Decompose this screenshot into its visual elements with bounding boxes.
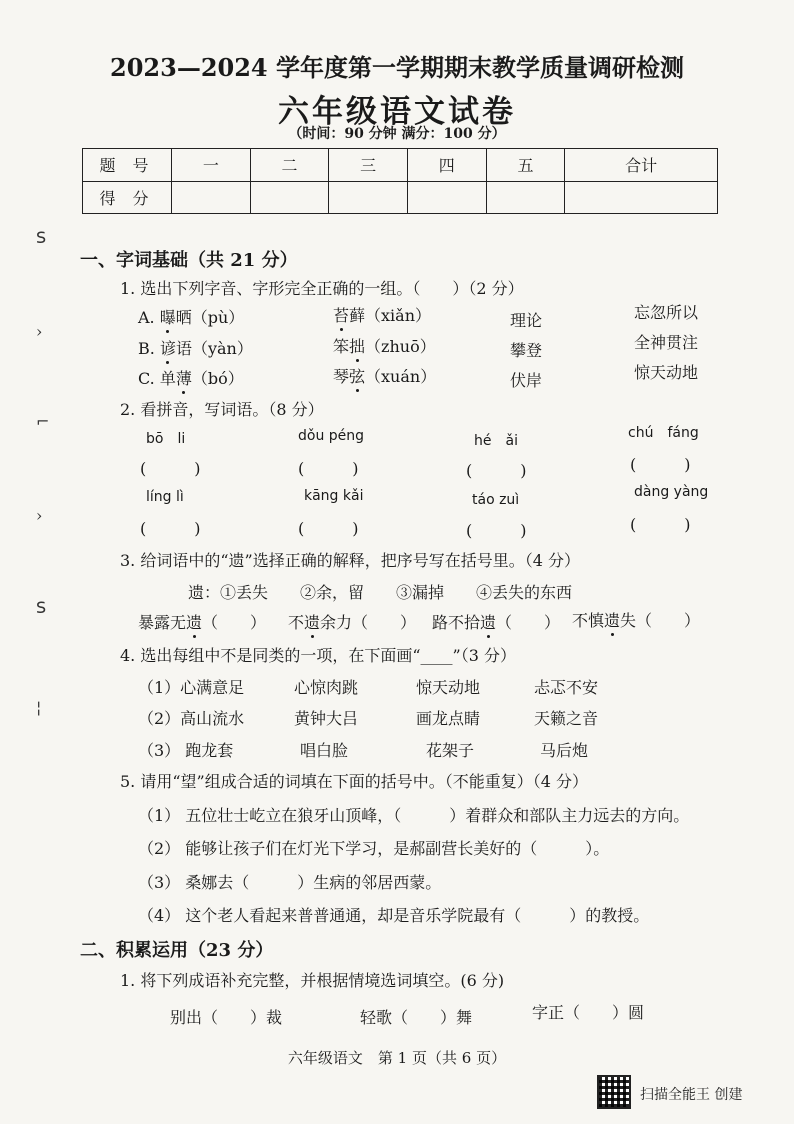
- q3-item[interactable]: 路不拾遗（ ）: [432, 613, 561, 632]
- scanner-watermark: 扫描全能王 创建: [640, 1087, 743, 1103]
- pinyin-label: bō li: [146, 431, 186, 447]
- answer-blank[interactable]: ( ): [466, 461, 527, 480]
- q4-word[interactable]: （2）高山流水: [138, 709, 245, 728]
- option-b-word2: 笨拙（zhuō）: [333, 337, 436, 356]
- q4-word[interactable]: 唱白脸: [300, 741, 349, 760]
- binding-mark: ›: [36, 506, 43, 525]
- option-b-word3: 攀登: [510, 341, 543, 360]
- binding-mark: ꓢ: [36, 228, 47, 247]
- score-input-cell[interactable]: [407, 181, 486, 214]
- score-input-cell[interactable]: [250, 181, 329, 214]
- score-cell: 一: [172, 149, 251, 182]
- score-cell: 二: [250, 149, 329, 182]
- binding-mark: ›: [36, 322, 43, 341]
- q5-item[interactable]: （1） 五位壮士屹立在狼牙山顶峰，（ ）着群众和部队主力远去的方向。: [138, 806, 690, 825]
- option-a-word2: 苔藓（xiǎn）: [333, 306, 432, 325]
- answer-blank[interactable]: ( ): [140, 519, 201, 538]
- binding-mark: ꓢ: [36, 598, 47, 617]
- q3-item[interactable]: 暴露无遗（ ）: [138, 613, 267, 632]
- score-input-cell[interactable]: [172, 181, 251, 214]
- score-input-cell[interactable]: [329, 181, 408, 214]
- score-cell: 题 号: [83, 149, 172, 182]
- option-c-word4: 惊天动地: [634, 363, 699, 382]
- score-cell: 五: [486, 149, 565, 182]
- q3-stem: 3. 给词语中的“遗”选择正确的解释，把序号写在括号里。（4 分）: [120, 551, 580, 570]
- q4-word[interactable]: （3） 跑龙套: [138, 741, 234, 760]
- idiom-blank[interactable]: 别出（ ）裁: [170, 1008, 283, 1027]
- pinyin-label: táo zuì: [472, 492, 520, 508]
- q1-stem: 1. 选出下列字音、字形完全正确的一组。（ ）（2 分）: [120, 279, 524, 298]
- q4-stem: 4. 选出每组中不是同类的一项，在下面画“____”（3 分）: [120, 646, 516, 665]
- q5-item[interactable]: （2） 能够让孩子们在灯光下学习，是郝副营长美好的（ ）。: [138, 839, 610, 858]
- score-table-score-row: [83, 181, 718, 214]
- answer-blank[interactable]: ( ): [630, 455, 691, 474]
- binding-mark: ¦: [36, 698, 42, 717]
- q4-word[interactable]: 花架子: [426, 741, 475, 760]
- idiom-blank[interactable]: 字正（ ）圆: [532, 1003, 645, 1022]
- option-b-word4: 全神贯注: [634, 333, 699, 352]
- q4-word[interactable]: 心惊肉跳: [294, 678, 359, 697]
- q2-stem: 2. 看拼音，写词语。（8 分）: [120, 400, 324, 419]
- score-table: [82, 148, 718, 214]
- q4-word[interactable]: 天籁之音: [534, 709, 599, 728]
- option-c-word1[interactable]: C. 单薄（bó）: [138, 369, 244, 388]
- pinyin-label: dǒu péng: [298, 428, 365, 444]
- answer-blank[interactable]: ( ): [140, 459, 201, 478]
- exam-info: （时间：90 分钟 满分：100 分）: [288, 126, 506, 142]
- pinyin-label: líng lì: [146, 489, 184, 505]
- score-input-cell[interactable]: [486, 181, 565, 214]
- q4-word[interactable]: 画龙点睛: [416, 709, 481, 728]
- score-table-header-row: [83, 149, 718, 182]
- score-cell: 三: [329, 149, 408, 182]
- option-a-word1[interactable]: A. 曝晒（pù）: [138, 308, 245, 327]
- pinyin-label: dàng yàng: [634, 484, 709, 500]
- option-c-word2: 琴弦（xuán）: [333, 367, 437, 386]
- q4-word[interactable]: 忐忑不安: [534, 678, 599, 697]
- q5-item[interactable]: （3） 桑娜去（ ）生病的邻居西蒙。: [138, 873, 442, 892]
- score-cell: 四: [407, 149, 486, 182]
- pinyin-label: kāng kǎi: [304, 488, 364, 504]
- q4-word[interactable]: 惊天动地: [416, 678, 481, 697]
- q5-stem: 5. 请用“望”组成合适的词填在下面的括号中。（不能重复）（4 分）: [120, 772, 588, 791]
- q3-definitions: 遗：①丢失 ②余，留 ③漏掉 ④丢失的东西: [188, 583, 573, 602]
- pinyin-label: chú fáng: [628, 425, 699, 441]
- page-footer: 六年级语文 第 1 页（共 6 页）: [287, 1049, 507, 1067]
- score-cell: 合计: [565, 149, 718, 182]
- answer-blank[interactable]: ( ): [298, 519, 359, 538]
- score-input-cell[interactable]: [565, 181, 718, 214]
- q3-item[interactable]: 不慎遗失（ ）: [572, 611, 701, 630]
- option-c-word3: 伏岸: [510, 371, 543, 390]
- option-b-word1[interactable]: B. 谚语（yàn）: [138, 339, 253, 358]
- answer-blank[interactable]: ( ): [466, 521, 527, 540]
- option-a-word4: 忘忽所以: [634, 303, 699, 322]
- q5-item[interactable]: （4） 这个老人看起来普普通通，却是音乐学院最有（ ）的教授。: [138, 906, 650, 925]
- q3-item[interactable]: 不遗余力（ ）: [288, 613, 417, 632]
- section-2-title: 二、积累运用（23 分）: [80, 940, 274, 961]
- subject-title: 六年级语文试卷: [278, 94, 516, 130]
- q4-word[interactable]: 马后炮: [540, 741, 589, 760]
- pinyin-label: hé ǎi: [474, 433, 518, 449]
- answer-blank[interactable]: ( ): [630, 515, 691, 534]
- s2-q1-stem: 1. 将下列成语补充完整，并根据情境选词填空。(6 分): [120, 971, 505, 990]
- q4-word[interactable]: （1）心满意足: [138, 678, 245, 697]
- binding-mark: ⌐: [36, 412, 50, 431]
- exam-title: 2023—2024 学年度第一学期期末教学质量调研检测: [110, 53, 684, 82]
- score-cell: 得 分: [83, 181, 172, 214]
- qr-code-icon: [597, 1075, 631, 1109]
- q4-word[interactable]: 黄钟大吕: [294, 709, 359, 728]
- idiom-blank[interactable]: 轻歌（ ）舞: [360, 1008, 473, 1027]
- answer-blank[interactable]: ( ): [298, 459, 359, 478]
- option-a-word3: 理论: [510, 311, 543, 330]
- section-1-title: 一、字词基础（共 21 分）: [80, 250, 298, 271]
